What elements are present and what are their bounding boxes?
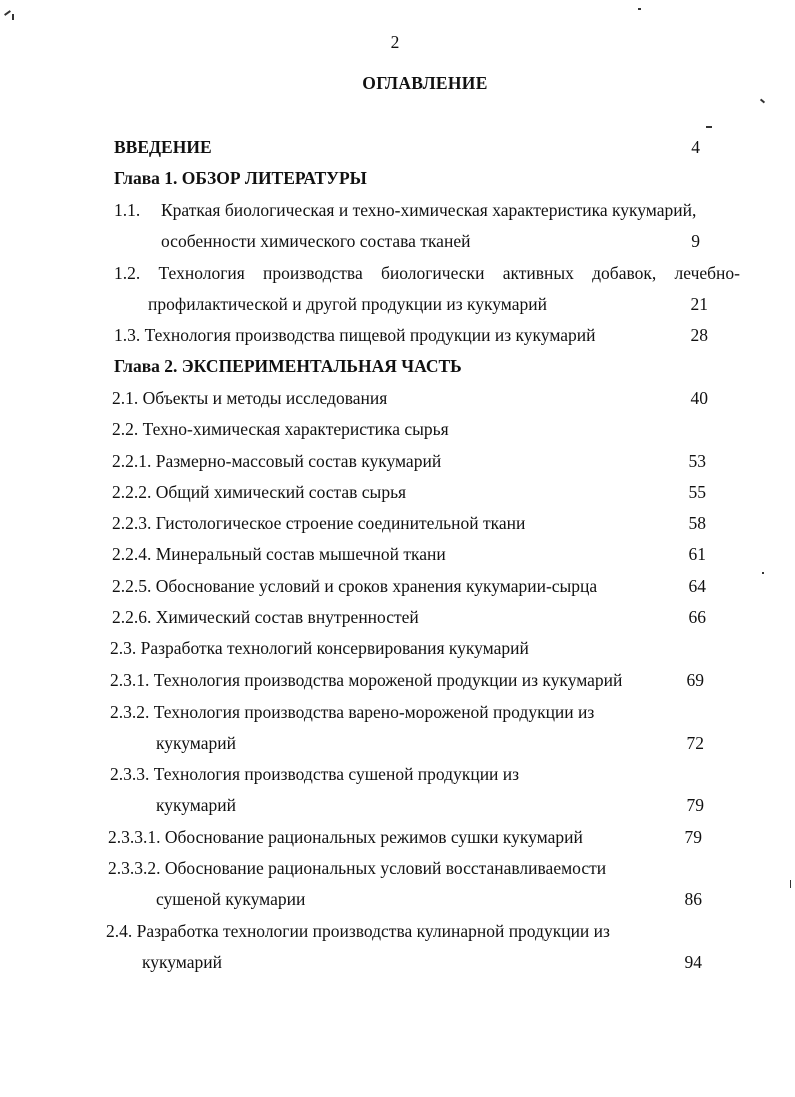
toc-2-2-1-label: 2.2.1. Размерно-массовый состав кукумарий (112, 451, 442, 471)
toc-2-3-3-2-line1: 2.3.3.2. Обоснование рациональных условий восстанавливаемости (108, 858, 607, 878)
toc-2-3-3-line1: 2.3.3. Технология производства сушеной продукции из (110, 764, 520, 784)
scan-speck (638, 8, 641, 10)
toc-2-4-line2: кукумарий (142, 952, 222, 972)
toc-2-4-page: 94 (684, 952, 702, 972)
toc-2-2-3-label: 2.2.3. Гистологическое строение соединительной ткани (112, 513, 526, 533)
toc-1-1-number: 1.1. (114, 200, 141, 220)
scan-speck (760, 99, 765, 104)
toc-2-2-4-label: 2.2.4. Минеральный состав мышечной ткани (112, 544, 446, 564)
scan-speck (12, 14, 14, 20)
scan-speck (790, 880, 791, 888)
toc-intro-page: 4 (691, 137, 700, 157)
toc-2-3-3-2-line2: сушеной кукумарии (156, 889, 306, 909)
toc-2-2-label: 2.2. Техно-химическая характеристика сырья (112, 419, 449, 439)
toc-2-3-3-line2: кукумарий (156, 795, 236, 815)
toc-2-3-1-label: 2.3.1. Технология производства мороженой продукции из кукумарий (110, 670, 623, 690)
toc-2-3-3-2-page: 86 (684, 889, 702, 909)
toc-2-3-1-page: 69 (686, 670, 704, 690)
toc-2-3-2-page: 72 (686, 733, 704, 753)
page-number: 2 (390, 32, 400, 52)
toc-2-3-label: 2.3. Разработка технологий консервирования кукумарий (110, 638, 529, 658)
toc-2-2-3-page: 58 (688, 513, 706, 533)
toc-1-1-line1: Краткая биологическая и техно-химическая характеристика кукумарий, (161, 200, 697, 220)
toc-chapter-1: Глава 1. ОБЗОР ЛИТЕРАТУРЫ (114, 168, 367, 188)
toc-2-3-2-line1: 2.3.2. Технология производства варено-мороженой продукции из (110, 702, 595, 722)
toc-1-2-page: 21 (690, 294, 708, 314)
scan-speck (762, 572, 764, 574)
toc-2-3-2-line2: кукумарий (156, 733, 236, 753)
toc-2-2-6-page: 66 (688, 607, 706, 627)
toc-1-2-line1: 1.2. Технология производства биологически активных добавок, лечебно- (114, 263, 740, 283)
toc-1-1-page: 9 (691, 231, 700, 251)
page-title: ОГЛАВЛЕНИЕ (362, 73, 488, 93)
toc-2-1-page: 40 (690, 388, 708, 408)
toc-chapter-2: Глава 2. ЭКСПЕРИМЕНТАЛЬНАЯ ЧАСТЬ (114, 356, 462, 376)
toc-2-3-3-page: 79 (686, 795, 704, 815)
toc-2-2-5-label: 2.2.5. Обоснование условий и сроков хранения кукумарии-сырца (112, 576, 598, 596)
toc-2-2-5-page: 64 (688, 576, 706, 596)
toc-2-3-3-1-page: 79 (684, 827, 702, 847)
toc-2-2-6-label: 2.2.6. Химический состав внутренностей (112, 607, 419, 627)
scan-speck (4, 10, 11, 16)
toc-1-1-line2: особенности химического состава тканей (161, 231, 471, 251)
toc-2-2-4-page: 61 (688, 544, 706, 564)
toc-2-2-1-page: 53 (688, 451, 706, 471)
toc-2-1-label: 2.1. Объекты и методы исследования (112, 388, 388, 408)
toc-2-2-2-label: 2.2.2. Общий химический состав сырья (112, 482, 407, 502)
toc-1-3-page: 28 (690, 325, 708, 345)
toc-intro-label: ВВЕДЕНИЕ (114, 137, 212, 157)
toc-2-3-3-1-label: 2.3.3.1. Обоснование рациональных режимов сушки кукумарий (108, 827, 583, 847)
scan-speck (706, 126, 712, 128)
toc-1-2-line2: профилактической и другой продукции из кукумарий (148, 294, 547, 314)
toc-2-2-2-page: 55 (688, 482, 706, 502)
toc-2-4-line1: 2.4. Разработка технологии производства кулинарной продукции из (106, 921, 610, 941)
toc-1-3-label: 1.3. Технология производства пищевой продукции из кукумарий (114, 325, 596, 345)
